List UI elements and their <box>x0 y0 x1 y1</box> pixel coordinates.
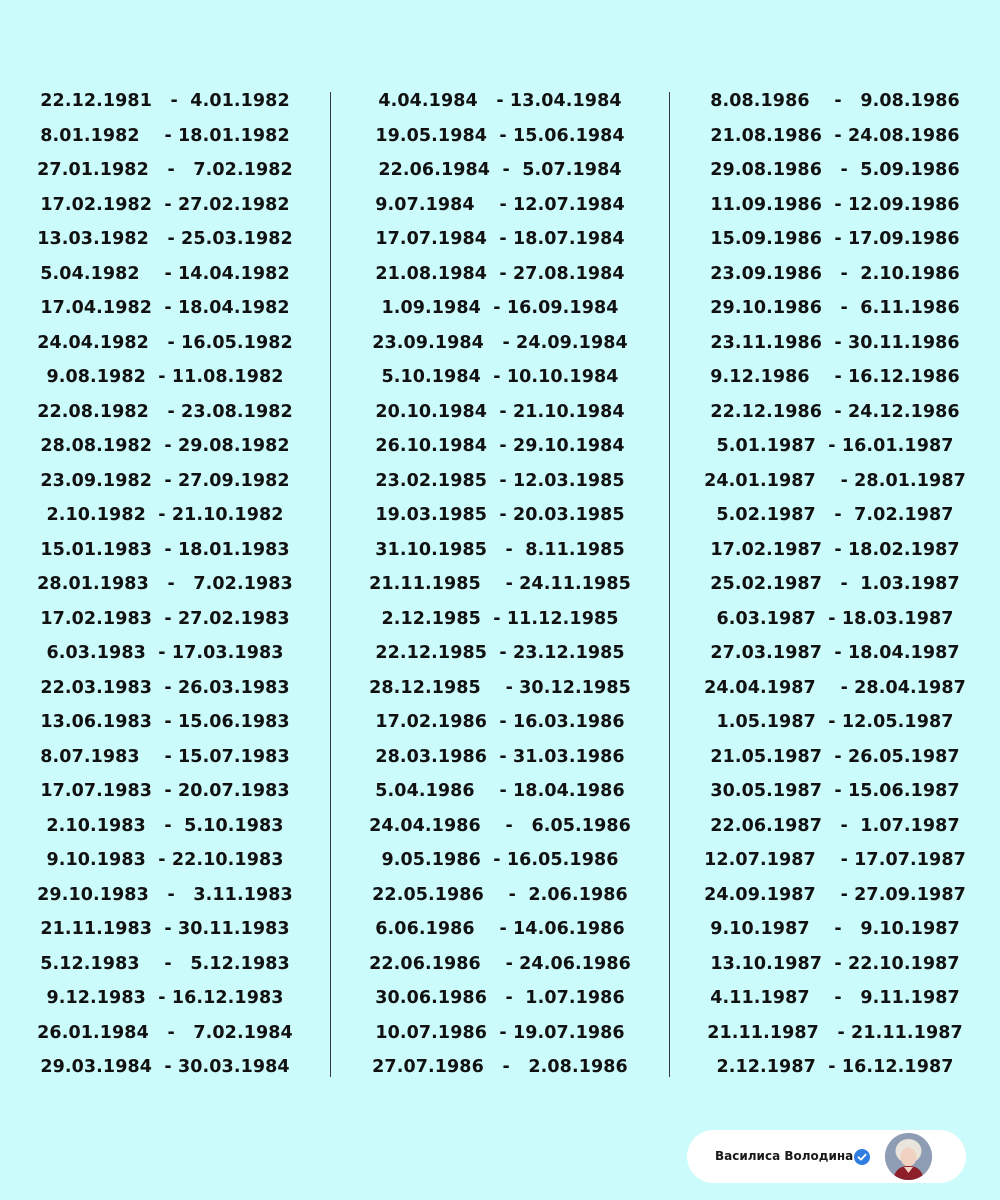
date-range: 29.10.1983 - 3.11.1983 <box>37 884 293 905</box>
date-range: 9.10.1987 - 9.10.1987 <box>710 919 960 939</box>
date-range: 17.02.1986 - 16.03.1986 <box>375 712 625 732</box>
date-range: 17.02.1982 - 27.02.1982 <box>40 194 290 215</box>
date-range: 23.09.1984 - 24.09.1984 <box>372 332 628 353</box>
date-range: 5.10.1984 - 10.10.1984 <box>381 367 619 387</box>
date-range: 29.10.1986 - 6.11.1986 <box>710 298 960 318</box>
date-range: 24.04.1986 - 6.05.1986 <box>369 815 631 836</box>
date-range: 20.10.1984 - 21.10.1984 <box>375 401 625 422</box>
date-range: 21.11.1987 - 21.11.1987 <box>707 1022 963 1043</box>
date-range: 2.10.1983 - 5.10.1983 <box>46 815 284 836</box>
verified-check-icon <box>854 1149 870 1165</box>
date-range: 4.11.1987 - 9.11.1987 <box>710 988 960 1008</box>
date-range: 9.10.1983 - 22.10.1983 <box>46 850 284 870</box>
date-range: 15.01.1983 - 18.01.1983 <box>40 539 290 560</box>
date-range: 1.05.1987 - 12.05.1987 <box>716 712 954 732</box>
date-range: 12.07.1987 - 17.07.1987 <box>704 850 966 870</box>
date-range: 21.11.1985 - 24.11.1985 <box>369 574 631 594</box>
date-range: 9.12.1983 - 16.12.1983 <box>46 988 284 1008</box>
date-range: 22.08.1982 - 23.08.1982 <box>37 401 293 422</box>
column-2 <box>332 84 668 1085</box>
date-range: 21.11.1983 - 30.11.1983 <box>40 919 290 939</box>
date-range: 28.03.1986 - 31.03.1986 <box>375 746 625 767</box>
date-range: 30.06.1986 - 1.07.1986 <box>375 988 625 1008</box>
date-range: 6.06.1986 - 14.06.1986 <box>375 919 625 939</box>
date-range: 10.07.1986 - 19.07.1986 <box>375 1022 625 1043</box>
date-range: 28.08.1982 - 29.08.1982 <box>40 436 290 456</box>
date-range: 4.04.1984 - 13.04.1984 <box>378 91 622 111</box>
date-range: 17.02.1983 - 27.02.1983 <box>40 608 290 629</box>
date-range: 8.01.1982 - 18.01.1982 <box>40 125 290 146</box>
author-badge[interactable] <box>687 1130 966 1183</box>
date-range: 1.09.1984 - 16.09.1984 <box>381 298 619 318</box>
date-range: 13.10.1987 - 22.10.1987 <box>710 953 960 974</box>
date-range: 6.03.1987 - 18.03.1987 <box>716 608 954 629</box>
date-range: 29.08.1986 - 5.09.1986 <box>710 160 960 180</box>
date-range: 23.11.1986 - 30.11.1986 <box>710 332 960 353</box>
date-range: 11.09.1986 - 12.09.1986 <box>710 194 960 215</box>
date-range: 22.12.1986 - 24.12.1986 <box>710 401 960 422</box>
date-range: 22.06.1987 - 1.07.1987 <box>710 815 960 836</box>
date-range: 9.05.1986 - 16.05.1986 <box>381 850 619 870</box>
date-range: 28.01.1983 - 7.02.1983 <box>37 574 293 594</box>
date-range: 5.01.1987 - 16.01.1987 <box>716 436 954 456</box>
date-range: 5.02.1987 - 7.02.1987 <box>716 505 954 525</box>
date-range: 9.12.1986 - 16.12.1986 <box>710 367 960 387</box>
date-range: 22.06.1986 - 24.06.1986 <box>369 953 631 974</box>
date-ranges-table <box>0 84 1000 1084</box>
date-range: 22.12.1981 - 4.01.1982 <box>40 91 290 111</box>
date-range: 6.03.1983 - 17.03.1983 <box>46 643 284 663</box>
date-range: 8.07.1983 - 15.07.1983 <box>40 746 290 767</box>
date-range: 2.12.1985 - 11.12.1985 <box>381 608 619 629</box>
date-range: 15.09.1986 - 17.09.1986 <box>710 229 960 249</box>
date-range: 21.08.1986 - 24.08.1986 <box>710 125 960 146</box>
date-range: 9.08.1982 - 11.08.1982 <box>46 367 284 387</box>
author-name: Василиса Володина <box>715 1149 854 1163</box>
date-range: 22.12.1985 - 23.12.1985 <box>375 643 625 663</box>
date-range: 13.06.1983 - 15.06.1983 <box>40 712 290 732</box>
date-range: 17.07.1984 - 18.07.1984 <box>375 229 625 249</box>
date-range: 24.01.1987 - 28.01.1987 <box>704 470 966 491</box>
date-range: 23.09.1986 - 2.10.1986 <box>710 263 960 284</box>
date-range: 27.07.1986 - 2.08.1986 <box>372 1057 628 1077</box>
date-range: 31.10.1985 - 8.11.1985 <box>375 539 625 560</box>
date-range: 19.03.1985 - 20.03.1985 <box>375 505 625 525</box>
date-range: 5.04.1986 - 18.04.1986 <box>375 781 625 801</box>
date-range: 24.04.1987 - 28.04.1987 <box>704 677 966 698</box>
date-range: 26.10.1984 - 29.10.1984 <box>375 436 625 456</box>
date-range: 2.12.1987 - 16.12.1987 <box>716 1057 954 1077</box>
date-range: 22.03.1983 - 26.03.1983 <box>40 677 290 698</box>
date-range: 5.12.1983 - 5.12.1983 <box>40 953 290 974</box>
date-range: 8.08.1986 - 9.08.1986 <box>710 91 960 111</box>
date-range: 25.02.1987 - 1.03.1987 <box>710 574 960 594</box>
date-range: 17.07.1983 - 20.07.1983 <box>40 781 290 801</box>
date-range: 21.08.1984 - 27.08.1984 <box>375 263 625 284</box>
date-range: 23.02.1985 - 12.03.1985 <box>375 470 625 491</box>
date-range: 24.09.1987 - 27.09.1987 <box>704 884 966 905</box>
date-range: 9.07.1984 - 12.07.1984 <box>375 194 625 215</box>
date-range: 30.05.1987 - 15.06.1987 <box>710 781 960 801</box>
date-range: 27.03.1987 - 18.04.1987 <box>710 643 960 663</box>
column-divider <box>330 92 331 1077</box>
date-range: 26.01.1984 - 7.02.1984 <box>37 1022 293 1043</box>
date-range: 22.06.1984 - 5.07.1984 <box>378 160 622 180</box>
author-avatar[interactable] <box>885 1133 932 1180</box>
date-range: 5.04.1982 - 14.04.1982 <box>40 263 290 284</box>
date-range: 19.05.1984 - 15.06.1984 <box>375 125 625 146</box>
column-divider <box>669 92 670 1077</box>
date-range: 24.04.1982 - 16.05.1982 <box>37 332 293 353</box>
date-range: 29.03.1984 - 30.03.1984 <box>40 1057 290 1077</box>
date-range: 21.05.1987 - 26.05.1987 <box>710 746 960 767</box>
date-range: 17.04.1982 - 18.04.1982 <box>40 298 290 318</box>
date-range: 13.03.1982 - 25.03.1982 <box>37 229 293 249</box>
date-range: 23.09.1982 - 27.09.1982 <box>40 470 290 491</box>
date-range: 22.05.1986 - 2.06.1986 <box>372 884 628 905</box>
date-range: 2.10.1982 - 21.10.1982 <box>46 505 284 525</box>
date-range: 28.12.1985 - 30.12.1985 <box>369 677 631 698</box>
column-3 <box>670 84 1000 1085</box>
column-1 <box>0 84 330 1085</box>
date-range: 17.02.1987 - 18.02.1987 <box>710 539 960 560</box>
date-range: 27.01.1982 - 7.02.1982 <box>37 160 293 180</box>
